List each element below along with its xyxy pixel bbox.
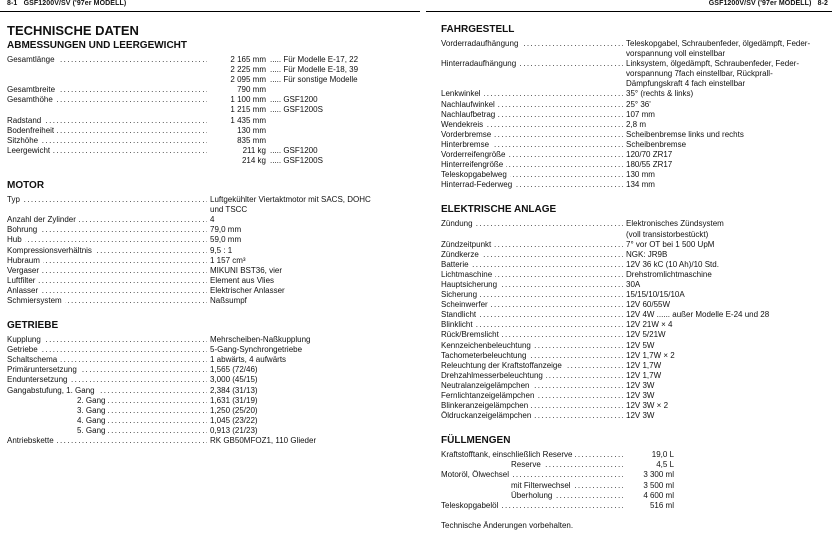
spec-label: Zündkerze . . . [441, 250, 623, 260]
spec-label: Hinterradaufhängung . . . [441, 59, 623, 69]
fahrgestell-row [441, 89, 829, 99]
elektrik-row [441, 219, 829, 229]
spec-label: Teleskopgabelöl . . . [441, 501, 623, 511]
spec-value: 516 ml [649, 500, 674, 510]
getriebe-row [7, 426, 407, 436]
motor-row [7, 235, 407, 245]
spec-value: 3,000 (45/15) [210, 375, 258, 385]
spec-label: Hauptsicherung . . . [441, 280, 623, 290]
spec-label: Rück/Bremslicht . . . [441, 330, 623, 340]
spec-value: Scheibenbremse links und rechts [626, 129, 744, 139]
spec-label: 5. Gang . . . [7, 426, 207, 436]
spec-label: Schmiersystem . . . [7, 296, 207, 306]
spec-value: Mehrscheiben-Naßkupplung [210, 335, 311, 345]
spec-value: 4 [210, 215, 215, 225]
spec-value: Linksystem, ölgedämpft, Schraubenfeder, Feder- [626, 59, 799, 69]
spec-value: 12V 1,7W × 2 [626, 350, 675, 360]
elektrik-row [441, 280, 829, 290]
spec-value: 4 600 ml [643, 490, 674, 500]
spec-value: 12V 3W [626, 380, 655, 390]
fahrgestell-row [441, 150, 829, 160]
fahrgestell-row [441, 120, 829, 130]
spec-value: Dämpfungskraft 4 fach einstellbar [626, 79, 746, 89]
spec-label: Vorderradaufhängung . . . [441, 39, 623, 49]
spec-label: Radstand . . . [7, 116, 207, 126]
section-heading-elektrik: ELEKTRISCHE ANLAGE [441, 204, 557, 216]
fahrgestell-row [441, 170, 829, 180]
spec-value: 2,8 m [626, 119, 647, 129]
spec-label: Vorderreifengröße . . . [441, 150, 623, 160]
fahrgestell-table [441, 39, 829, 190]
spec-label: Motoröl, Ölwechsel . . . [441, 470, 623, 480]
getriebe-row [7, 355, 407, 365]
spec-value: 1,631 (31/19) [210, 395, 258, 405]
spec-value: 2 165 mm [230, 55, 266, 64]
spec-value: 1,565 (72/46) [210, 365, 258, 375]
spec-label: Teleskopgabelweg . . . [441, 170, 623, 180]
spec-value: 1 215 mm [230, 105, 266, 115]
elektrik-row [441, 401, 829, 411]
spec-label [7, 205, 207, 215]
spec-label [7, 65, 207, 75]
spec-label: Hinterrad-Federweg . . . [441, 180, 623, 190]
spec-value: Teleskopgabel, Schraubenfeder, ölgedämpft, Feder- [626, 39, 811, 48]
spec-value: Elektronisches Zündsystem [626, 219, 724, 229]
spec-label: Anzahl der Zylinder . . . [7, 215, 207, 225]
spec-value: 15/15/10/15/10A [626, 290, 685, 300]
spec-label: Typ . . . [7, 195, 207, 205]
spec-label: Nachlaufbetrag . . . [441, 110, 623, 120]
spec-label: Tachometerbeleuchtung . . . [441, 351, 623, 361]
spec-value: 59,0 mm [210, 235, 242, 245]
abmessungen-row [7, 65, 407, 75]
motor-row [7, 205, 407, 215]
fahrgestell-row [441, 69, 829, 79]
spec-label: Kraftstofftank, einschließlich Reserve . . . [441, 450, 623, 460]
abmessungen-table [7, 55, 407, 166]
spec-value: 12V 5/21W [626, 330, 666, 340]
spec-note: ..... Für sonstige Modelle [270, 75, 358, 85]
motor-row [7, 215, 407, 225]
spec-note: ..... GSF1200 [270, 95, 318, 105]
motor-row [7, 225, 407, 235]
spec-label [441, 79, 623, 89]
motor-row [7, 276, 407, 286]
spec-label: Releuchtung der Kraftstoffanzeige . . . [441, 361, 623, 371]
spec-value: 12V 1,7W [626, 370, 662, 380]
spec-value: 1 435 mm [230, 115, 266, 125]
elektrik-row [441, 270, 829, 280]
section-heading-fahrgestell: FAHRGESTELL [441, 24, 515, 35]
getriebe-row [7, 375, 407, 385]
abmessungen-row [7, 136, 407, 146]
spec-value: 12V 36 kC (10 Ah)/10 Std. [626, 259, 719, 269]
spec-value: 2 095 mm [230, 75, 266, 85]
spec-value: MIKUNI BST36, vier [210, 265, 283, 275]
page-header-right [709, 0, 828, 7]
spec-value: 3 500 ml [643, 480, 674, 490]
spec-label: Fernlichtanzeigelämpchen . . . [441, 391, 623, 401]
spec-value: 2 225 mm [230, 65, 266, 75]
elektrik-row [441, 411, 829, 421]
spec-value: 2,384 (31/13) [210, 385, 258, 395]
spec-value: 1 100 mm [230, 95, 266, 105]
spec-label: Blinkeranzeigelämpchen . . . [441, 401, 623, 411]
spec-label: Luftfilter . . . [7, 276, 207, 286]
spec-value: 35° (rechts & links) [626, 89, 694, 99]
motor-row [7, 296, 407, 306]
spec-label: Hinterreifengröße . . . [441, 160, 623, 170]
fahrgestell-row [441, 59, 829, 69]
fuellmengen-row [441, 481, 829, 491]
spec-note: ..... GSF1200 [270, 145, 318, 155]
spec-label: 4. Gang . . . [7, 416, 207, 426]
getriebe-row [7, 396, 407, 406]
spec-value: 1 abwärts, 4 aufwärts [210, 355, 287, 365]
abmessungen-row [7, 85, 407, 95]
spec-label: Öldruckanzeigelämpchen . . . [441, 411, 623, 421]
spec-label: Standlicht . . . [441, 310, 623, 320]
spec-value: 12V 60/55W [626, 300, 671, 310]
spec-value: 180/55 ZR17 [626, 160, 673, 170]
spec-note: ..... Für Modelle E-18, 39 [270, 65, 359, 75]
elektrik-row [441, 391, 829, 401]
spec-value: 1,250 (25/20) [210, 405, 258, 415]
spec-label [7, 156, 207, 166]
spec-value: 25° 36' [626, 99, 651, 109]
spec-label [441, 69, 623, 79]
motor-table [7, 195, 407, 306]
elektrik-row [441, 260, 829, 270]
spec-value: 5-Gang-Synchrongetriebe [210, 345, 303, 355]
spec-label: Hub . . . [7, 235, 207, 245]
fahrgestell-row [441, 39, 829, 49]
spec-label: Gesamtbreite . . . [7, 85, 207, 95]
spec-label: Scheinwerfer . . . [441, 300, 623, 310]
spec-label: 3. Gang . . . [7, 406, 207, 416]
spec-label: Überholung . . . [441, 491, 623, 501]
spec-label: Wendekreis . . . [441, 120, 623, 130]
spec-label: Reserve . . . [441, 460, 623, 470]
spec-value: 214 kg [241, 155, 266, 165]
spec-label: Zündzeitpunkt . . . [441, 240, 623, 250]
spec-value: 4,5 L [656, 460, 674, 470]
spec-value: und TSCC [210, 205, 248, 215]
getriebe-row [7, 436, 407, 446]
fahrgestell-row [441, 49, 829, 59]
spec-note: ..... GSF1200S [270, 105, 323, 115]
spec-label: Bohrung . . . [7, 225, 207, 235]
spec-value: 790 mm [237, 85, 266, 95]
spec-label: Sitzhöhe . . . [7, 136, 207, 146]
spec-label: Primäruntersetzung . . . [7, 365, 207, 375]
fuellmengen-row [441, 491, 829, 501]
model-header-left: GSF1200V/SV ('97er MODELL) [23, 0, 127, 7]
elektrik-row [441, 351, 829, 361]
spec-value: Naßsumpf [210, 295, 247, 305]
spec-value: 3 300 ml [643, 470, 674, 480]
spec-label: Getriebe . . . [7, 345, 207, 355]
spec-value: NGK: JR9B [626, 249, 668, 259]
spec-label: Gesamtlänge . . . [7, 55, 207, 65]
abmessungen-row [7, 116, 407, 126]
fuellmengen-table [441, 450, 829, 511]
spec-label: Lenkwinkel . . . [441, 89, 623, 99]
spec-note: ..... Für Modelle E-17, 22 [270, 55, 359, 64]
spec-value: 134 mm [626, 180, 655, 190]
spec-value: Drehstromlichtmaschine [626, 269, 712, 279]
footer-note: Technische Änderungen vorbehalten. [441, 520, 574, 530]
spec-value: 12V 1,7W [626, 360, 662, 370]
model-header-right: GSF1200V/SV ('97er MODELL) [708, 0, 812, 7]
elektrik-row [441, 341, 829, 351]
fahrgestell-row [441, 100, 829, 110]
spec-label: Bodenfreiheit . . . [7, 126, 207, 136]
fahrgestell-row [441, 130, 829, 140]
motor-row [7, 195, 407, 205]
spec-label: Vorderbremse . . . [441, 130, 623, 140]
spec-value: RK GB50MFOZ1, 110 Glieder [210, 436, 317, 445]
fahrgestell-row [441, 79, 829, 89]
spec-label: Drehzahlmesserbeleuchtung . . . [441, 371, 623, 381]
spec-label: Zündung . . . [441, 219, 623, 229]
section-heading-abmessungen: ABMESSUNGEN UND LEERGEWICHT [7, 40, 188, 51]
spec-value: vorspannung voll einstellbar [626, 49, 726, 59]
spec-value: 835 mm [237, 135, 266, 145]
getriebe-row [7, 365, 407, 375]
spec-value: 12V 5W [626, 340, 655, 350]
motor-row [7, 256, 407, 266]
elektrik-row [441, 371, 829, 381]
fuellmengen-row [441, 470, 829, 480]
fuellmengen-row [441, 460, 829, 470]
fahrgestell-row [441, 110, 829, 120]
elektrik-row [441, 381, 829, 391]
spec-value: Luftgekühlter Viertaktmotor mit SACS, DOHC [210, 195, 371, 205]
fahrgestell-row [441, 160, 829, 170]
spec-label [441, 230, 623, 240]
spec-value: 9,5 : 1 [210, 245, 233, 255]
spec-label: Sicherung . . . [441, 290, 623, 300]
spec-value: (voll transistorbestückt) [626, 229, 709, 239]
elektrik-row [441, 320, 829, 330]
fahrgestell-row [441, 180, 829, 190]
abmessungen-row [7, 95, 407, 105]
spec-label: Gangabstufung, 1. Gang . . . [7, 386, 207, 396]
abmessungen-row [7, 126, 407, 136]
spec-label: Enduntersetzung . . . [7, 375, 207, 385]
getriebe-row [7, 406, 407, 416]
getriebe-row [7, 345, 407, 355]
abmessungen-row [7, 55, 407, 65]
spec-value: 19,0 L [651, 450, 674, 460]
getriebe-table [7, 335, 407, 446]
spec-label: mit Filterwechsel . . . [441, 481, 623, 491]
elektrik-row [441, 361, 829, 371]
spec-note: ..... GSF1200S [270, 155, 323, 165]
right-column [441, 24, 829, 530]
getriebe-row [7, 416, 407, 426]
elektrik-row [441, 230, 829, 240]
spec-value: 12V 3W × 2 [626, 401, 669, 411]
spec-value: 7° vor OT bei 1 500 UpM [626, 239, 715, 249]
elektrik-row [441, 300, 829, 310]
getriebe-row [7, 386, 407, 396]
page-number-right: 8-2 [817, 0, 828, 7]
spec-value: 0,913 (21/23) [210, 425, 258, 435]
page-title: TECHNISCHE DATEN [7, 23, 139, 38]
section-heading-fuellmengen: FÜLLMENGEN [441, 435, 511, 447]
spec-label [441, 49, 623, 59]
spec-label [7, 105, 207, 115]
abmessungen-row [7, 156, 407, 166]
spec-label: Lichtmaschine . . . [441, 270, 623, 280]
left-column [7, 24, 407, 446]
fuellmengen-row [441, 450, 829, 460]
fuellmengen-row [441, 501, 829, 511]
spec-value: Element aus Vlies [210, 275, 275, 285]
spec-label: Gesamthöhe . . . [7, 95, 207, 105]
spec-label: 2. Gang . . . [7, 396, 207, 406]
spec-value: 211 kg [242, 145, 266, 155]
abmessungen-row [7, 75, 407, 85]
spec-label [7, 75, 207, 85]
getriebe-row [7, 335, 407, 345]
abmessungen-row [7, 146, 407, 156]
spec-value: Elektrischer Anlasser [210, 285, 285, 295]
spec-value: 12V 3W [626, 391, 655, 400]
spec-label: Nachlaufwinkel . . . [441, 100, 623, 110]
spec-value: vorspannung 7fach einstellbar, Rückprall- [626, 69, 773, 79]
spec-label: Hinterbremse . . . [441, 140, 623, 150]
spec-label: Schaltschema . . . [7, 355, 207, 365]
motor-row [7, 246, 407, 256]
page-number-left: 8-1 [7, 0, 18, 7]
elektrik-row [441, 240, 829, 250]
spec-value: Scheibenbremse [626, 139, 687, 149]
elektrik-table [441, 219, 829, 421]
page-header-left [7, 0, 126, 7]
spec-value: 130 mm [626, 170, 655, 180]
motor-row [7, 286, 407, 296]
spec-value: 120/70 ZR17 [626, 150, 673, 160]
spec-value: 30A [626, 279, 641, 289]
fahrgestell-row [441, 140, 829, 150]
spec-value: 130 mm [237, 125, 266, 135]
spec-value: 79,0 mm [210, 225, 242, 235]
spec-label: Vergaser . . . [7, 266, 207, 276]
header-rule-right [426, 11, 832, 12]
spec-label: Anlasser . . . [7, 286, 207, 296]
elektrik-row [441, 310, 829, 320]
spec-value: 1,045 (23/22) [210, 415, 258, 425]
abmessungen-row [7, 105, 407, 115]
spec-value: 1 157 cm³ [210, 255, 246, 265]
spec-label: Neutralanzeigelämpchen . . . [441, 381, 623, 391]
spec-label: Leergewicht . . . [7, 146, 207, 156]
header-rule-left [0, 11, 420, 12]
spec-label: Blinklicht . . . [441, 320, 623, 330]
spec-label: Kupplung . . . [7, 335, 207, 345]
spec-label: Batterie . . . [441, 260, 623, 270]
spec-label: Antriebskette . . . [7, 436, 207, 446]
spec-value: 12V 4W ...... außer Modelle E-24 und 28 [626, 310, 770, 320]
spec-value: 12V 21W × 4 [626, 320, 673, 330]
spec-label: Kompressionsverhältnis . . . [7, 246, 207, 256]
motor-row [7, 266, 407, 276]
spec-label: Hubraum . . . [7, 256, 207, 266]
section-heading-getriebe: GETRIEBE [7, 320, 59, 332]
elektrik-row [441, 330, 829, 340]
spec-value: 107 mm [626, 109, 655, 119]
elektrik-row [441, 290, 829, 300]
spec-label: Kennzeichenbeleuchtung . . . [441, 341, 623, 351]
section-heading-motor: MOTOR [7, 180, 45, 192]
elektrik-row [441, 250, 829, 260]
spec-value: 12V 3W [626, 411, 655, 421]
